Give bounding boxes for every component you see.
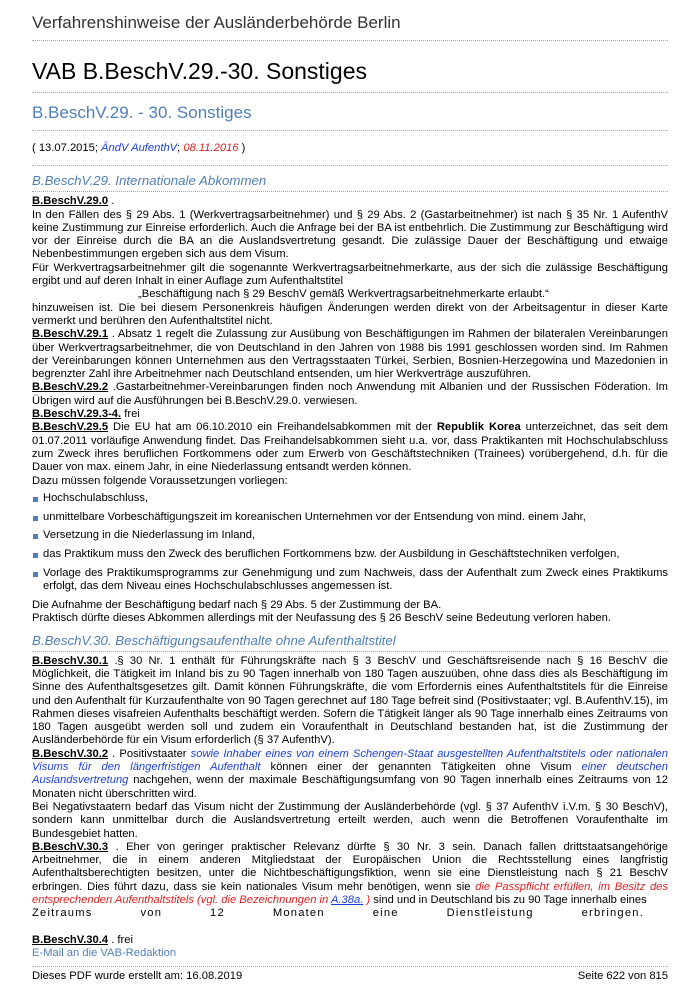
list-item: Hochschulabschluss, (32, 492, 668, 505)
amendment-date: 08.11.2016 (183, 142, 239, 154)
bold-korea: Republik Korea (436, 421, 521, 434)
version-meta (32, 142, 668, 166)
requirements-intro: Dazu müssen folgende Voraussetzungen vorliegen: (32, 474, 288, 487)
site-title: Verfahrenshinweise der Ausländerbehörde Berlin (32, 0, 668, 41)
paragraph-text: sind und in Deutschland bis zu 90 Tage innerhalb eines (370, 894, 647, 907)
meta-sep: ; (177, 142, 184, 154)
paragraph-text: .§ 30 Nr. 1 enthält für Führungskräfte nach § 3 BeschV und Geschäftsreisende nach § 16 BeschV die Möglichkeit, die Tätigkeit im Inland bis zu 90 Tagen innerhalb von 180 Tagen auszuüben, ohne dass dies als Beschäftigung im Sinne des Aufenthaltsgesetzes gilt. Damit können Führungskräfte, die vom Erfordernis eines Aufenthaltstitels für die Einreise und den Aufenthalt für Kurzaufenthalte von 90 Tagen gerechnet auf 180 Tage befreit sind (Positivstaater; vgl. B.AufenthV.15), im Rahmen dieses visafreien Aufenthalts beschäftigt werden. Sofern die Tätigkeit länger als 90 Tage innerhalb eines Zeitraums von 180 Tagen ausgeübt werden soll und zudem ein Voraufenthalt in Deutschland bestanden hat, ist die Zustimmung der Ausländerbehörde für ein Visum erforderlich (§ 37 AufenthV). (32, 654, 668, 747)
paragraph-30-1 (32, 655, 668, 748)
requirements-list (32, 492, 668, 594)
paragraph-text: . Absatz 1 regelt die Zulassung zur Ausübung von Beschäftigungen im Rahmen der bilateralen Vereinbarungen über Werkvertragsarbeitnehmer, die von Deutschland in den Jahren von 1988 bis 1991 geschlossen worden sind. Im Rahmen der Vereinbarungen können Unternehmen aus den Vertragsstaaten Türkei, Serbien, Bosnien-Herzegowina und Mazedonien in begrenzter Zahl ihre Arbeitnehmer nach Deutschland entsenden, um hier Werkverträge auszuführen. (32, 328, 668, 381)
paragraph-29-5-approval: Die Aufnahme der Beschäftigung bedarf nach § 29 Abs. 5 der Zustimmung der BA. (32, 599, 442, 612)
amended-text: einer deutschen Auslandsvertretung (32, 761, 668, 787)
amendment-ref: ÄndV AufenthV (101, 142, 178, 154)
paragraph-text: . frei (108, 933, 133, 946)
label-29-5: B.BeschV.29.5 (32, 421, 109, 434)
paragraph-30-3-spread: Zeitraums von 12 Monaten eine Dienstleistung erbringen. (32, 907, 644, 920)
paragraph-29-0-body: In den Fällen des § 29 Abs. 1 (Werkvertragsarbeitnehmer) und § 29 Abs. 2 (Gastarbeitnehmer) ist nach § 35 Nr. 1 AufenthV keine Zustimmung zur Einreise erforderlich. Auch die Anfrage bei der BA ist entbehrlich. Die Zustimmung zur Beschäftigung wird vor der Einreise durch die BA an die Auslandsvertretung gesandt. Die zulässige Dauer der Beschäftigung und etwaige Nebenbestimmungen ergeben sich aus dem Visum. (32, 208, 668, 261)
section-heading-29: B.BeschV.29. Internationale Abkommen (32, 166, 668, 192)
label-29-3-4: B.BeschV.29.3-4. (32, 408, 122, 421)
email-redaction-link[interactable]: E-Mail an die VAB-Redaktion (32, 946, 177, 959)
amended-text: sowie Inhaber eines von einem Schengen-Staat ausgestellten Aufenthaltstitels oder nationalen Visums für den längerfristigen Aufenthalt (32, 747, 668, 774)
paragraph-29-3-4 (32, 408, 668, 421)
link-a-38a[interactable]: A.38a. (330, 894, 364, 907)
paragraph-30-2 (32, 748, 668, 801)
paragraph-30-4 (32, 934, 668, 947)
paragraph-29-5-relevance: Praktisch dürfte dieses Abkommen allerdings mit der Neufassung des § 26 BeschV seine Bedeutung verloren haben. (32, 612, 611, 625)
paragraph-29-2 (32, 381, 668, 408)
paragraph-30-3 (32, 841, 668, 907)
label-29-0: B.BeschV.29.0 (32, 195, 109, 208)
amended-text-red: ) (363, 894, 371, 907)
paragraph-text: .Gastarbeitnehmer-Vereinbarungen finden noch Anwendung mit Albanien und der Russischen Föderation. Im Übrigen wird auf die Ausführungen bei B.BeschV.29.0. verwiesen. (32, 381, 668, 407)
document-page (32, 0, 668, 960)
document-subtitle: B.BeschV.29. - 30. Sonstiges (32, 93, 668, 131)
page-footer (32, 966, 668, 983)
paragraph-text: können einer der genannten Tätigkeiten ohne Visum (260, 761, 582, 774)
paragraph-text: . Positivstaater (108, 747, 191, 760)
paragraph-text: . Eher von geringer praktischer Relevanz dürfte § 30 Nr. 3 sein. Danach fallen drittstaatsangehörige Arbeitnehmer, die in einem anderen Mitgliedstaat der Europäischen Union die Rechtsstellung eines langfristig Aufenthaltsberechtigten besitzen, unter die Nichtbeschäftigungsfiktion, wenn sie eine Dienstleistung nach § 21 BeschV erbringen. Dies führt dazu, dass sie kein nationales Visum mehr benötigen, wenn sie (32, 840, 668, 893)
paragraph-29-0-head (32, 195, 668, 208)
mail-link-line (32, 947, 668, 960)
section-heading-30: B.BeschV.30. Beschäftigungsaufenthalte ohne Aufenthaltstitel (32, 626, 668, 652)
list-item: das Praktikum muss den Zweck des beruflichen Fortkommens bzw. der Ausbildung in Geschäftstechniken verfolgen, (32, 548, 668, 561)
label-30-1: B.BeschV.30.1 (32, 654, 109, 667)
page-number: Seite 622 von 815 (577, 970, 668, 982)
label-30-3: B.BeschV.30.3 (32, 840, 109, 853)
paragraph-text: Die EU hat am 06.10.2010 ein Freihandelsabkommen mit der (108, 421, 437, 434)
creation-date: Dieses PDF wurde erstellt am: 16.08.2019 (32, 970, 243, 982)
paragraph-text: . (108, 195, 115, 208)
paragraph-text: nachgehen, wenn der maximale Beschäftigungsumfang von 90 Tagen innerhalb eines Zeitraums von 12 Monaten nicht überschritten wird. (32, 774, 668, 800)
list-item: Versetzung in die Niederlassung im Inland, (32, 529, 668, 542)
label-29-1: B.BeschV.29.1 (32, 328, 109, 341)
paragraph-29-0-tail: hinzuweisen ist. Die bei diesem Personenkreis häufigen Änderungen werden direkt von der Arbeitsagentur in dieser Karte vermerkt und berühren den Aufenthaltstitel nicht. (32, 301, 668, 327)
section-30-body (32, 652, 668, 961)
section-29-body (32, 192, 668, 625)
quoted-condition: „Beschäftigung nach § 29 BeschV gemäß Werkvertragsarbeitnehmerkarte erlaubt.“ (138, 288, 549, 301)
label-30-2: B.BeschV.30.2 (32, 747, 109, 760)
list-item: unmittelbare Vorbeschäftigungszeit im koreanischen Unternehmen vor der Entsendung von mind. einem Jahr, (32, 511, 668, 524)
list-item: Vorlage des Praktikumsprogramms zur Genehmigung und zum Nachweis, dass der Aufenthalt zum Zweck eines Praktikums erfolgt, das dem Niveau eines Hochschulabschlusses angemessen ist. (32, 567, 668, 594)
label-30-4: B.BeschV.30.4 (32, 933, 109, 946)
paragraph-30-2-negative: Bei Negativstaatern bedarf das Visum nicht der Zustimmung der Ausländerbehörde (vgl. § 37 AufenthV i.V.m. § 30 BeschV), sondern kann unmittelbar durch die Auslandsvertretung erteilt werden, auch wenn die Betroffenen Voraufenthalte im Bundesgebiet hatten. (32, 800, 668, 840)
paragraph-text: unterzeichnet, das seit dem 01.07.2011 vorläufige Anwendung findet. Das Freihandelsabkommen sieht u.a. vor, dass Praktikanten mit Hochschulabschluss zum Zweck ihres beruflichen Fortkommens oder zum Erwerb von Geschäftstechniken (Trainees) vorübergehend, d.h. für die Dauer von max. einem Jahr, in eine Niederlassung entsandt werden können. (32, 421, 669, 474)
paragraph-29-5 (32, 421, 668, 474)
document-title: VAB B.BeschV.29.-30. Sonstiges (32, 41, 668, 93)
paragraph-29-0-werkvertrag: Für Werkvertragsarbeitnehmer gilt die sogenannte Werkvertragsarbeitnehmerkarte, aus der sich die zulässige Beschäftigung ergibt und auf deren Inhalt in einer Auflage zum Aufenthaltstitel (32, 261, 668, 288)
paragraph-text: frei (121, 408, 140, 421)
paragraph-29-1 (32, 328, 668, 381)
label-29-2: B.BeschV.29.2 (32, 381, 109, 394)
amended-text-red: die Passpflicht erfüllen, im Besitz des entsprechenden Aufenthaltstitels (vgl. die Bezeichnungen in (32, 880, 668, 907)
meta-open: ( 13.07.2015; (32, 142, 102, 154)
meta-close: ) (238, 142, 246, 154)
